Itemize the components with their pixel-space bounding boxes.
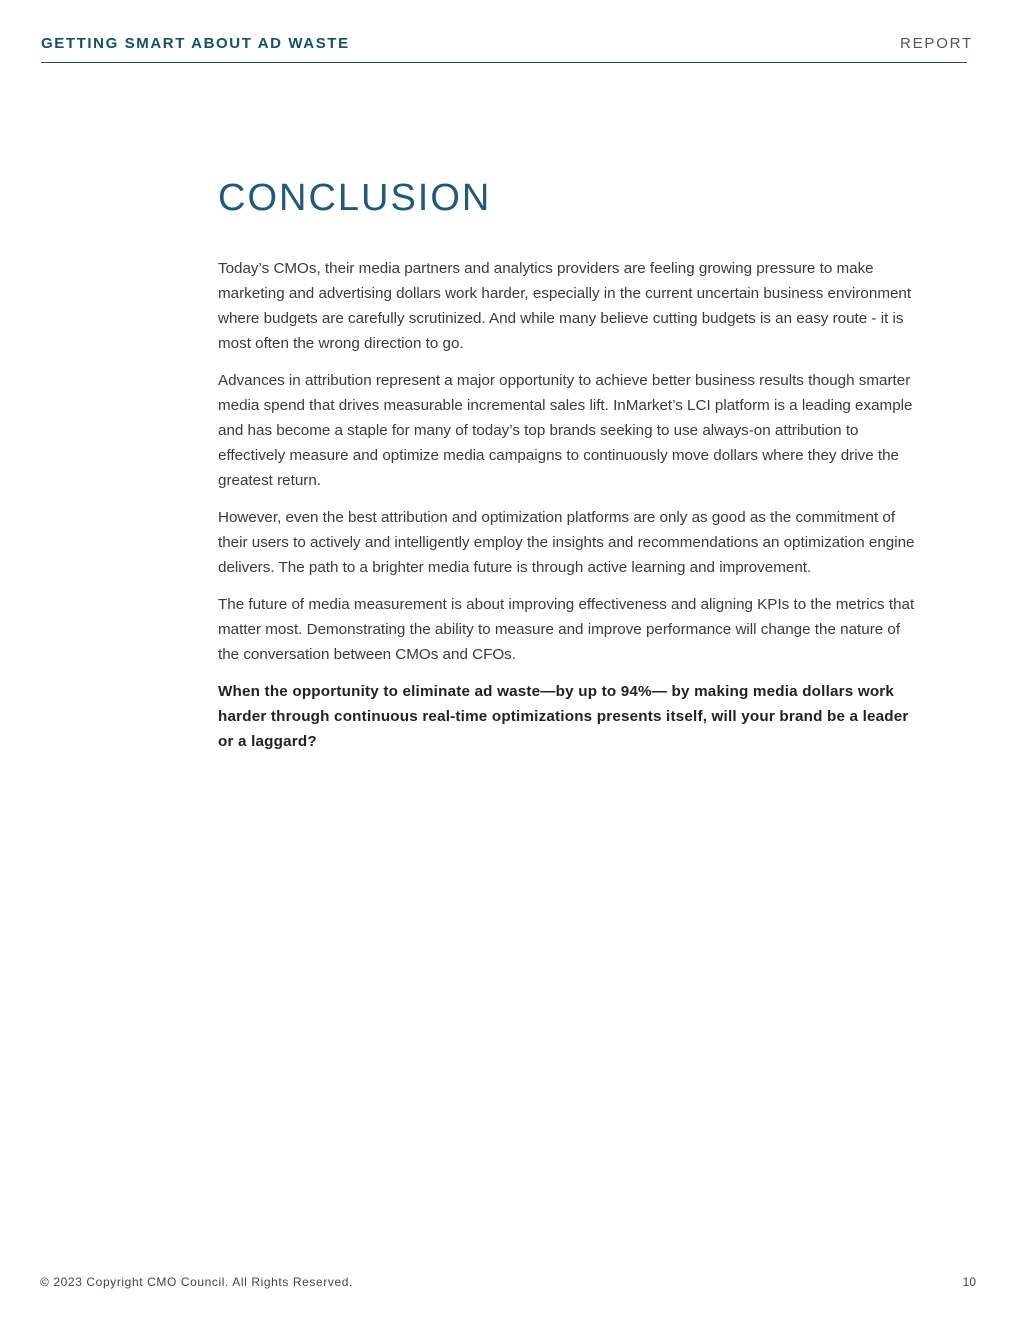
report-title: GETTING SMART ABOUT AD WASTE: [41, 35, 350, 52]
closing-question: When the opportunity to eliminate ad waste—by up to 94%— by making media dollars work harder through continuous real-time optimizations presents itself, will your brand be a leader or a laggard?: [218, 683, 909, 750]
page-number: 10: [962, 1275, 976, 1289]
page-title: CONCLUSION: [218, 177, 492, 219]
page-header: [41, 34, 973, 63]
paragraph-2: Advances in attribution represent a major opportunity to achieve better business results though smarter media spend that drives measurable incremental sales lift. InMarket’s LCI platform is a leading example and has become a staple for many of today’s top brands seeking to use always-on attribution to effectively measure and optimize media campaigns to continuously move dollars where they drive the greatest return.: [218, 372, 913, 489]
paragraph-4: The future of media measurement is about improving effectiveness and aligning KPIs to the metrics that matter most. Demonstrating the ability to measure and improve performance will change the nature of the conversation between CMOs and CFOs.: [218, 596, 915, 663]
footer-copyright: © 2023 Copyright CMO Council. All Rights Reserved.: [40, 1275, 353, 1289]
report-label: REPORT: [899, 35, 973, 52]
paragraph-1: Today’s CMOs, their media partners and analytics providers are feeling growing pressure to make marketing and advertising dollars work harder, especially in the current uncertain business environment where budgets are carefully scrutinized. And while many believe cutting budgets is an easy route - it is most often the wrong direction to go.: [218, 260, 912, 352]
paragraph-3: However, even the best attribution and optimization platforms are only as good as the commitment of their users to actively and intelligently employ the insights and recommendations an optimization engine delivers. The path to a brighter media future is through active learning and improvement.: [218, 509, 915, 576]
main-content: [218, 174, 918, 766]
